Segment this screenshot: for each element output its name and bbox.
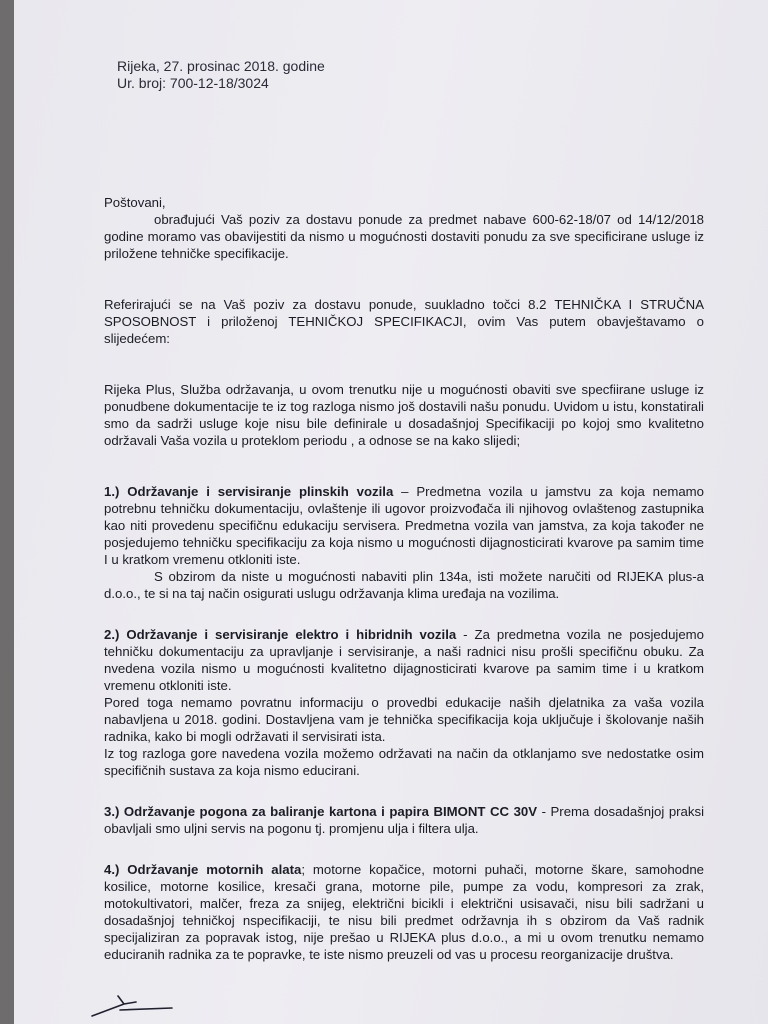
- section-3-text: - Prema dosadašnjoj praksi obavljali smo uljni servis na pogonu tj. promjenu ulja i filtera ulja.: [104, 804, 704, 836]
- section-3: [104, 803, 704, 837]
- service-statement-paragraph: Rijeka Plus, Služba održavanja, u ovom trenutku nije u mogućnosti obaviti sve specfiirane usluge iz ponudbene dokumentacije te iz tog razloga nismo još dostavili našu ponudu. Uvidom u istu, konstatirali smo da sadrži usluge koje nisu bile definirale u dosadašnjoj Specifikaciji po kojoj smo kvalitetno održavali Vaša vozila u proteklom periodu , a odnose se na kako slijedi;: [104, 382, 704, 448]
- section-4-text: ; motorne kopačice, motorni puhači, motorne škare, samohodne kosilice, motorne kosilice, kresači grana, motorne pile, pumpe za vodu, kompresori za zrak, motokultivatori, malčer, freza za snijeg, električni bicikli i električni usisavači, nisu bili sadržani u dosadašnjoj tehničkoj nspecifikaciji, te nisu bili predmet održavnja ih s obzirom da Vaš radnik specijaliziran za popravak istog, nije prešao u RIJEKA plus d.o.o., a mi u ovom trenutku nemamo educiranih radnika za te popravke, te iste nismo preuzeli od vas u procesu reorganizacije društva.: [104, 862, 705, 962]
- letter-page: [14, 0, 768, 1024]
- letter-header: [117, 58, 325, 92]
- section-2-heading: 2.) Održavanje i servisiranje elektro i hibridnih vozila: [104, 627, 457, 642]
- section-1-text-2: S obzirom da niste u mogućnosti nabaviti plin 134a, isti možete naručiti od RIJEKA plus-a d.o.o., te si na taj način osigurati uslugu održavanja klima uređaja na vozilima.: [104, 569, 704, 601]
- reference-paragraph: Referirajući se na Vaš poziv za dostavu ponude, suukladno točci 8.2 TEHNIČKA I STRUČNA SPOSOBNOST i priloženoj TEHNIČKOJ SPECIFIKACJI, ovim Vas putem obavještavamo o slijedećem:: [104, 297, 704, 346]
- section-4: [104, 861, 704, 963]
- place-date: Rijeka, 27. prosinac 2018. godine: [117, 58, 325, 74]
- section-3-heading: 3.) Održavanje pogona za baliranje kartona i papira BIMONT CC 30V: [104, 804, 538, 819]
- section-1-text: – Predmetna vozila u jamstvu za koja nemamo potrebnu tehničku dokumentaciju, ovlaštenje ili ugovor proizvođača ili njihovog ovlaštenog zastupnika kao niti provedenu specifičnu edukaciju servisera. Predmetna vozila van jamstva, za koja također ne posjedujemo tehničku specifikaciju za koja nismo u mogućnosti dijagnosticirati kvarove pa samim time I u kratkom vremenu otkloniti iste.: [104, 484, 704, 567]
- section-1-heading: 1.) Održavanje i servisiranje plinskih vozila: [104, 484, 394, 499]
- section-2-text: - Za predmetna vozila ne posjedujemo tehničku dokumentaciju za upravljanje i servisiranje, a naši radnici nisu prošli specifičnu obuku. Za nvedena vozila nismo u mogućnosti kvalitetno dijagnosticirati kvarove pa samim time i u kratkom vremenu otkloniti iste.: [104, 627, 704, 693]
- intro-paragraph: obrađujući Vaš poziv za dostavu ponude za predmet nabave 600-62-18/07 od 14/12/2018 godine moramo vas obavijestiti da nismo u mogućnosti dostaviti ponudu za sve specificirane usluge iz priložene tehničke specifikacije.: [104, 212, 704, 261]
- signature-mark: [84, 980, 204, 1020]
- section-4-heading: 4.) Održavanje motornih alata: [104, 862, 302, 877]
- section-2-text-3: Iz tog razloga gore navedena vozila možemo održavati na način da otklanjamo sve nedostatke osim specifičnih sustava za koja nismo educirani.: [104, 746, 704, 778]
- salutation: Poštovani,: [104, 195, 166, 210]
- section-1: [104, 483, 704, 568]
- reference-number: Ur. broj: 700-12-18/3024: [117, 75, 269, 91]
- section-2: [104, 626, 704, 694]
- section-2-text-2: Pored toga nemamo povratnu informaciju o provedbi edukacije naših djelatnika za vaša vozila nabavljena u 2018. godini. Dostavljena vam je tehnička specifikacija koja uključuje i školovanje naših radnika, kako bi mogli održavati il servisirati ista.: [104, 695, 704, 744]
- letter-body: [104, 194, 704, 963]
